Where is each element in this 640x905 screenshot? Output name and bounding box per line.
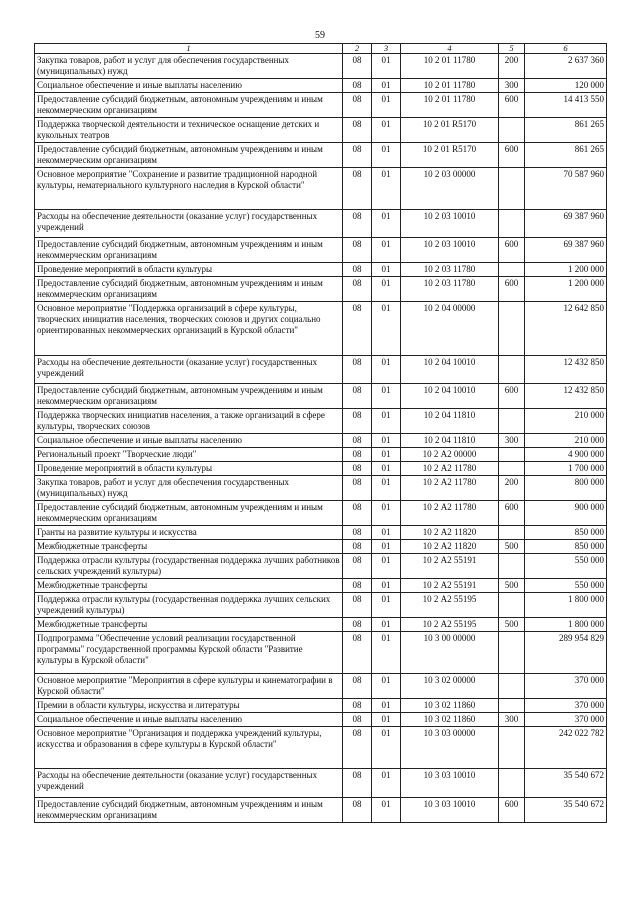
row-amount: 1 700 000 — [525, 462, 607, 476]
row-subsection: 01 — [372, 579, 401, 593]
row-target-code: 10 2 04 10010 — [401, 356, 499, 384]
row-subsection: 01 — [372, 769, 401, 798]
row-amount: 850 000 — [525, 540, 607, 554]
row-expense-type — [499, 699, 525, 713]
row-expense-type — [499, 593, 525, 618]
row-section: 08 — [343, 798, 372, 823]
row-target-code: 10 3 03 10010 — [401, 769, 499, 798]
row-subsection: 01 — [372, 434, 401, 448]
row-section: 08 — [343, 618, 372, 632]
row-subsection: 01 — [372, 699, 401, 713]
row-amount: 1 800 000 — [525, 618, 607, 632]
row-target-code: 10 2 03 10010 — [401, 238, 499, 263]
row-amount: 289 954 829 — [525, 632, 607, 674]
row-amount: 1 200 000 — [525, 263, 607, 277]
table-row — [35, 168, 607, 210]
row-target-code: 10 2 А2 11780 — [401, 476, 499, 501]
row-section: 08 — [343, 79, 372, 93]
row-section: 08 — [343, 118, 372, 143]
header-cell: 4 — [401, 44, 499, 54]
row-target-code: 10 2 01 R5170 — [401, 143, 499, 168]
table-row — [35, 632, 607, 674]
row-name: Предоставление субсидий бюджетным, автономным учреждениям и иным некоммерческим организациям — [35, 501, 343, 526]
row-expense-type: 600 — [499, 143, 525, 168]
row-subsection: 01 — [372, 540, 401, 554]
row-amount: 800 000 — [525, 476, 607, 501]
row-section: 08 — [343, 384, 372, 409]
row-name: Предоставление субсидий бюджетным, автономным учреждениям и иным некоммерческим организациям — [35, 93, 343, 118]
table-row — [35, 448, 607, 462]
row-subsection: 01 — [372, 526, 401, 540]
table-row — [35, 462, 607, 476]
row-name: Предоставление субсидий бюджетным, автономным учреждениям и иным некоммерческим организациям — [35, 384, 343, 409]
row-name: Социальное обеспечение и иные выплаты населению — [35, 434, 343, 448]
row-section: 08 — [343, 448, 372, 462]
row-target-code: 10 2 01 11780 — [401, 79, 499, 93]
row-name: Основное мероприятие "Поддержка организаций в сфере культуры, творческих инициатив населения, творческих союзов и других социально ориентированных некоммерческих организаций в Курской области" — [35, 302, 343, 356]
row-name: Межбюджетные трансферты — [35, 579, 343, 593]
row-section: 08 — [343, 168, 372, 210]
row-expense-type — [499, 263, 525, 277]
row-name: Поддержка творческих инициатив населения, а также организаций в сфере культуры, творческих союзов — [35, 409, 343, 434]
row-expense-type — [499, 210, 525, 238]
row-section: 08 — [343, 238, 372, 263]
table-row — [35, 384, 607, 409]
row-amount: 850 000 — [525, 526, 607, 540]
row-name: Предоставление субсидий бюджетным, автономным учреждениям и иным некоммерческим организациям — [35, 798, 343, 823]
row-name: Закупка товаров, работ и услуг для обеспечения государственных (муниципальных) нужд — [35, 476, 343, 501]
row-target-code: 10 2 04 00000 — [401, 302, 499, 356]
row-amount: 4 900 000 — [525, 448, 607, 462]
row-target-code: 10 2 04 11810 — [401, 434, 499, 448]
row-expense-type: 200 — [499, 476, 525, 501]
table-row — [35, 54, 607, 79]
row-expense-type — [499, 448, 525, 462]
table-row — [35, 93, 607, 118]
row-amount: 242 022 782 — [525, 727, 607, 769]
table-row — [35, 143, 607, 168]
row-expense-type — [499, 409, 525, 434]
row-target-code: 10 2 01 R5170 — [401, 118, 499, 143]
row-amount: 12 642 850 — [525, 302, 607, 356]
row-name: Основное мероприятие "Мероприятия в сфере культуры и кинематографии в Курской области" — [35, 674, 343, 699]
row-expense-type — [499, 769, 525, 798]
row-subsection: 01 — [372, 143, 401, 168]
row-section: 08 — [343, 593, 372, 618]
row-name: Расходы на обеспечение деятельности (оказание услуг) государственных учреждений — [35, 210, 343, 238]
row-section: 08 — [343, 434, 372, 448]
row-target-code: 10 2 04 11810 — [401, 409, 499, 434]
row-amount: 2 637 360 — [525, 54, 607, 79]
row-expense-type: 600 — [499, 93, 525, 118]
row-amount: 1 800 000 — [525, 593, 607, 618]
row-expense-type: 600 — [499, 277, 525, 302]
row-expense-type: 500 — [499, 540, 525, 554]
row-subsection: 01 — [372, 501, 401, 526]
row-target-code: 10 3 00 00000 — [401, 632, 499, 674]
row-section: 08 — [343, 54, 372, 79]
row-amount: 12 432 850 — [525, 384, 607, 409]
table-row — [35, 727, 607, 769]
row-name: Расходы на обеспечение деятельности (оказание услуг) государственных учреждений — [35, 356, 343, 384]
row-subsection: 01 — [372, 462, 401, 476]
table-row — [35, 554, 607, 579]
row-subsection: 01 — [372, 210, 401, 238]
row-amount: 120 000 — [525, 79, 607, 93]
row-amount: 370 000 — [525, 713, 607, 727]
header-cell: 2 — [343, 44, 372, 54]
row-section: 08 — [343, 699, 372, 713]
row-subsection: 01 — [372, 302, 401, 356]
row-target-code: 10 2 А2 00000 — [401, 448, 499, 462]
row-amount: 550 000 — [525, 554, 607, 579]
table-row — [35, 79, 607, 93]
row-amount: 210 000 — [525, 434, 607, 448]
row-name: Закупка товаров, работ и услуг для обеспечения государственных (муниципальных) нужд — [35, 54, 343, 79]
row-target-code: 10 2 А2 11820 — [401, 540, 499, 554]
row-target-code: 10 2 01 11780 — [401, 54, 499, 79]
table-row — [35, 618, 607, 632]
header-cell: 1 — [35, 44, 343, 54]
row-expense-type — [499, 674, 525, 699]
row-expense-type — [499, 168, 525, 210]
row-section: 08 — [343, 554, 372, 579]
row-subsection: 01 — [372, 674, 401, 699]
row-expense-type: 300 — [499, 434, 525, 448]
row-expense-type — [499, 632, 525, 674]
row-subsection: 01 — [372, 713, 401, 727]
row-expense-type — [499, 356, 525, 384]
row-section: 08 — [343, 462, 372, 476]
row-section: 08 — [343, 356, 372, 384]
row-section: 08 — [343, 302, 372, 356]
table-row — [35, 476, 607, 501]
row-target-code: 10 2 А2 55191 — [401, 554, 499, 579]
row-expense-type — [499, 727, 525, 769]
row-subsection: 01 — [372, 798, 401, 823]
row-amount: 12 432 850 — [525, 356, 607, 384]
table-row — [35, 210, 607, 238]
row-section: 08 — [343, 263, 372, 277]
row-subsection: 01 — [372, 356, 401, 384]
row-section: 08 — [343, 713, 372, 727]
table-row — [35, 118, 607, 143]
row-section: 08 — [343, 579, 372, 593]
header-cell: 5 — [499, 44, 525, 54]
budget-table — [34, 43, 607, 823]
row-section: 08 — [343, 526, 372, 540]
row-expense-type: 600 — [499, 798, 525, 823]
row-target-code: 10 2 А2 55191 — [401, 579, 499, 593]
row-amount: 900 000 — [525, 501, 607, 526]
row-expense-type: 500 — [499, 579, 525, 593]
row-section: 08 — [343, 93, 372, 118]
row-name: Предоставление субсидий бюджетным, автономным учреждениям и иным некоммерческим организациям — [35, 277, 343, 302]
row-name: Поддержка отрасли культуры (государственная поддержка лучших сельских учреждений культуры) — [35, 593, 343, 618]
row-subsection: 01 — [372, 554, 401, 579]
row-amount: 861 265 — [525, 143, 607, 168]
row-target-code: 10 3 02 00000 — [401, 674, 499, 699]
row-target-code: 10 2 03 10010 — [401, 210, 499, 238]
row-target-code: 10 2 А2 11780 — [401, 462, 499, 476]
row-name: Расходы на обеспечение деятельности (оказание услуг) государственных учреждений — [35, 769, 343, 798]
row-subsection: 01 — [372, 384, 401, 409]
table-row — [35, 263, 607, 277]
table-row — [35, 277, 607, 302]
row-subsection: 01 — [372, 79, 401, 93]
row-name: Поддержка отрасли культуры (государственная поддержка лучших работников сельских учреждений культуры) — [35, 554, 343, 579]
row-amount: 210 000 — [525, 409, 607, 434]
row-name: Основное мероприятие "Сохранение и развитие традиционной народной культуры, нематериального культурного наследия в Курской области" — [35, 168, 343, 210]
row-amount: 550 000 — [525, 579, 607, 593]
row-expense-type — [499, 554, 525, 579]
row-amount: 861 265 — [525, 118, 607, 143]
row-subsection: 01 — [372, 448, 401, 462]
row-name: Поддержка творческой деятельности и техническое оснащение детских и кукольных театров — [35, 118, 343, 143]
table-row — [35, 540, 607, 554]
row-expense-type — [499, 118, 525, 143]
page-number: 59 — [315, 30, 325, 41]
row-subsection: 01 — [372, 118, 401, 143]
table-header-row — [35, 44, 607, 54]
row-subsection: 01 — [372, 618, 401, 632]
row-subsection: 01 — [372, 54, 401, 79]
row-name: Предоставление субсидий бюджетным, автономным учреждениям и иным некоммерческим организациям — [35, 143, 343, 168]
row-subsection: 01 — [372, 277, 401, 302]
row-target-code: 10 2 01 11780 — [401, 93, 499, 118]
row-name: Предоставление субсидий бюджетным, автономным учреждениям и иным некоммерческим организациям — [35, 238, 343, 263]
row-target-code: 10 2 03 11780 — [401, 277, 499, 302]
row-section: 08 — [343, 540, 372, 554]
row-section: 08 — [343, 277, 372, 302]
row-section: 08 — [343, 769, 372, 798]
row-name: Гранты на развитие культуры и искусства — [35, 526, 343, 540]
table-row — [35, 526, 607, 540]
row-amount: 69 387 960 — [525, 210, 607, 238]
table-row — [35, 674, 607, 699]
row-subsection: 01 — [372, 476, 401, 501]
row-target-code: 10 2 03 11780 — [401, 263, 499, 277]
header-cell: 6 — [525, 44, 607, 54]
row-expense-type: 300 — [499, 79, 525, 93]
row-subsection: 01 — [372, 632, 401, 674]
row-name: Социальное обеспечение и иные выплаты населению — [35, 79, 343, 93]
row-expense-type: 300 — [499, 713, 525, 727]
row-amount: 69 387 960 — [525, 238, 607, 263]
table-row — [35, 769, 607, 798]
row-amount: 1 200 000 — [525, 277, 607, 302]
row-section: 08 — [343, 210, 372, 238]
row-subsection: 01 — [372, 168, 401, 210]
table-row — [35, 356, 607, 384]
row-subsection: 01 — [372, 93, 401, 118]
table-row — [35, 713, 607, 727]
row-expense-type — [499, 462, 525, 476]
row-target-code: 10 2 А2 11780 — [401, 501, 499, 526]
row-target-code: 10 3 02 11860 — [401, 713, 499, 727]
row-expense-type — [499, 302, 525, 356]
row-target-code: 10 2 А2 55195 — [401, 618, 499, 632]
row-name: Проведение мероприятий в области культуры — [35, 263, 343, 277]
row-name: Социальное обеспечение и иные выплаты населению — [35, 713, 343, 727]
table-row — [35, 579, 607, 593]
row-name: Подпрограмма "Обеспечение условий реализации государственной программы" государственной программы Курской области "Развитие культуры в Курской области" — [35, 632, 343, 674]
table-row — [35, 699, 607, 713]
row-name: Межбюджетные трансферты — [35, 618, 343, 632]
row-name: Проведение мероприятий в области культуры — [35, 462, 343, 476]
table-row — [35, 798, 607, 823]
row-target-code: 10 3 03 00000 — [401, 727, 499, 769]
row-target-code: 10 2 А2 55195 — [401, 593, 499, 618]
row-name: Региональный проект "Творческие люди" — [35, 448, 343, 462]
row-target-code: 10 2 04 10010 — [401, 384, 499, 409]
row-expense-type: 200 — [499, 54, 525, 79]
row-name: Премии в области культуры, искусства и литературы — [35, 699, 343, 713]
row-amount: 14 413 550 — [525, 93, 607, 118]
header-cell: 3 — [372, 44, 401, 54]
row-section: 08 — [343, 409, 372, 434]
row-section: 08 — [343, 674, 372, 699]
row-expense-type: 600 — [499, 238, 525, 263]
row-section: 08 — [343, 143, 372, 168]
table-row — [35, 409, 607, 434]
table-row — [35, 501, 607, 526]
row-name: Межбюджетные трансферты — [35, 540, 343, 554]
row-subsection: 01 — [372, 263, 401, 277]
row-amount: 370 000 — [525, 674, 607, 699]
row-name: Основное мероприятие "Организация и поддержка учреждений культуры, искусства и образования в сфере культуры в Курской области" — [35, 727, 343, 769]
row-amount: 70 587 960 — [525, 168, 607, 210]
row-subsection: 01 — [372, 727, 401, 769]
row-amount: 370 000 — [525, 699, 607, 713]
row-subsection: 01 — [372, 238, 401, 263]
row-section: 08 — [343, 632, 372, 674]
table-row — [35, 238, 607, 263]
row-target-code: 10 2 03 00000 — [401, 168, 499, 210]
row-expense-type: 600 — [499, 501, 525, 526]
table-row — [35, 434, 607, 448]
row-subsection: 01 — [372, 409, 401, 434]
row-section: 08 — [343, 501, 372, 526]
row-target-code: 10 2 А2 11820 — [401, 526, 499, 540]
row-target-code: 10 3 02 11860 — [401, 699, 499, 713]
row-section: 08 — [343, 476, 372, 501]
row-expense-type — [499, 526, 525, 540]
row-target-code: 10 3 03 10010 — [401, 798, 499, 823]
row-subsection: 01 — [372, 593, 401, 618]
row-expense-type: 500 — [499, 618, 525, 632]
row-expense-type: 600 — [499, 384, 525, 409]
table-row — [35, 302, 607, 356]
row-amount: 35 540 672 — [525, 798, 607, 823]
row-section: 08 — [343, 727, 372, 769]
row-amount: 35 540 672 — [525, 769, 607, 798]
table-row — [35, 593, 607, 618]
